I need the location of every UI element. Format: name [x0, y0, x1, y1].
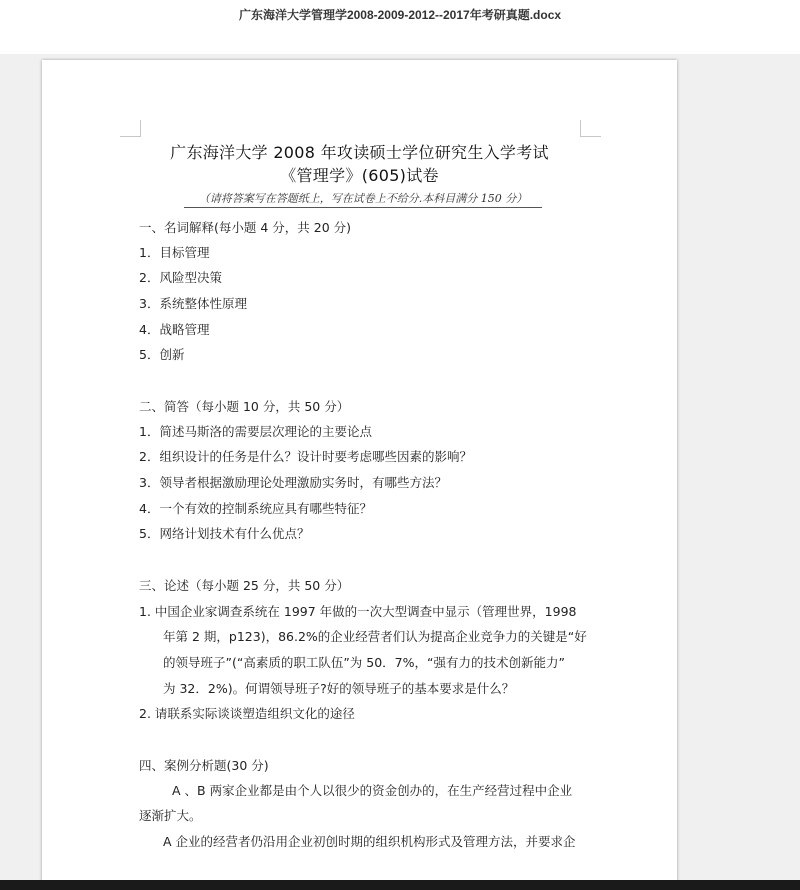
section1-item: 4．战略管理 [139, 322, 210, 337]
section4-paragraph-line: A 企业的经营者仍沿用企业初创时期的组织机构形式及管理方法，并要求企 [163, 834, 576, 849]
section3-q1-line: 年第 2 期，p123)，86.2%的企业经营者们认为提高企业竞争力的关键是“好 [163, 629, 587, 644]
exam-title-line2: 《管理学》(605)试卷 [280, 166, 439, 185]
section1-item: 5．创新 [139, 347, 185, 362]
section2-item: 2．组织设计的任务是什么？设计时要考虑哪些因素的影响？ [139, 449, 472, 464]
section2-item: 3．领导者根据激励理论处理激励实务时，有哪些方法？ [139, 475, 447, 490]
document-page [42, 60, 677, 890]
section2-heading: 二、简答（每小题 10 分，共 50 分） [139, 399, 350, 414]
section2-item: 4．一个有效的控制系统应具有哪些特征？ [139, 501, 372, 516]
section2-item: 1．简述马斯洛的需要层次理论的主要论点 [139, 424, 372, 439]
margin-marker-top-left [120, 120, 141, 137]
section3-heading: 三、论述（每小题 25 分，共 50 分） [139, 578, 350, 593]
document-viewer[interactable] [0, 54, 800, 880]
section1-item: 2．风险型决策 [139, 270, 222, 285]
section4-paragraph-line: 逐渐扩大。 [139, 808, 202, 823]
section3-q2: 2. 请联系实际谈谈塑造组织文化的途径 [139, 706, 355, 721]
exam-notice: （请将答案写在答题纸上，写在试卷上不给分.本科目满分 150 分） [184, 190, 542, 208]
section1-heading: 一、名词解释(每小题 4 分，共 20 分) [139, 220, 352, 235]
section2-item: 5．网络计划技术有什么优点？ [139, 526, 310, 541]
margin-marker-top-right [580, 120, 601, 137]
document-title: 广东海洋大学管理学2008-2009-2012--2017年考研真题.docx [238, 8, 562, 22]
section4-heading: 四、案例分析题(30 分) [139, 758, 269, 773]
exam-title-line1: 广东海洋大学 2008 年攻读硕士学位研究生入学考试 [170, 143, 549, 162]
section4-paragraph-line: A 、B 两家企业都是由个人以很少的资金创办的，在生产经营过程中企业 [172, 783, 573, 798]
section3-q1-line: 的领导班子”(“高素质的职工队伍”为 50．7%，“强有力的技术创新能力” [163, 655, 565, 670]
section1-item: 3．系统整体性原理 [139, 296, 247, 311]
title-bar [0, 0, 800, 54]
section3-q1-line: 1. 中国企业家调查系统在 1997 年做的一次大型调查中显示（管理世界，1998 [139, 604, 577, 619]
section1-item: 1．目标管理 [139, 245, 210, 260]
bottom-bar [0, 880, 800, 890]
section3-q1-line: 为 32．2%)。何谓领导班子?好的领导班子的基本要求是什么？ [163, 681, 515, 696]
